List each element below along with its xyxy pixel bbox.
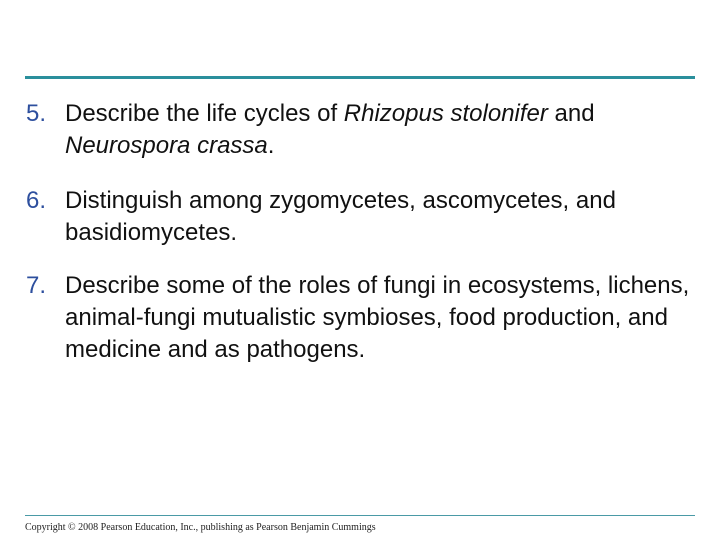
objectives-list bbox=[26, 98, 696, 389]
objective-number: 7. bbox=[26, 272, 47, 299]
objective-number: 5. bbox=[26, 100, 47, 127]
top-divider bbox=[25, 76, 695, 79]
objective-text-part: . bbox=[267, 132, 275, 159]
objective-text-part: Describe the life cycles of bbox=[65, 100, 344, 127]
copyright-notice: Copyright © 2008 Pearson Education, Inc., publishing as Pearson Benjamin Cummings bbox=[25, 522, 376, 533]
objective-item bbox=[26, 98, 696, 162]
species-name: Rhizopus stolonifer bbox=[343, 100, 548, 127]
bottom-divider bbox=[25, 515, 695, 516]
objective-text: Distinguish among zygomycetes, ascomycetes, and basidiomycetes. bbox=[65, 187, 616, 246]
objective-number: 6. bbox=[26, 187, 47, 214]
objective-item bbox=[26, 270, 696, 366]
objective-item bbox=[26, 185, 696, 249]
objective-text: Describe some of the roles of fungi in ecosystems, lichens, animal-fungi mutualistic symbioses, food production, and medicine and as pathogens. bbox=[65, 272, 690, 363]
objective-text-part: and bbox=[547, 100, 595, 127]
objective-text bbox=[65, 98, 696, 162]
species-name: Neurospora crassa bbox=[65, 132, 268, 159]
